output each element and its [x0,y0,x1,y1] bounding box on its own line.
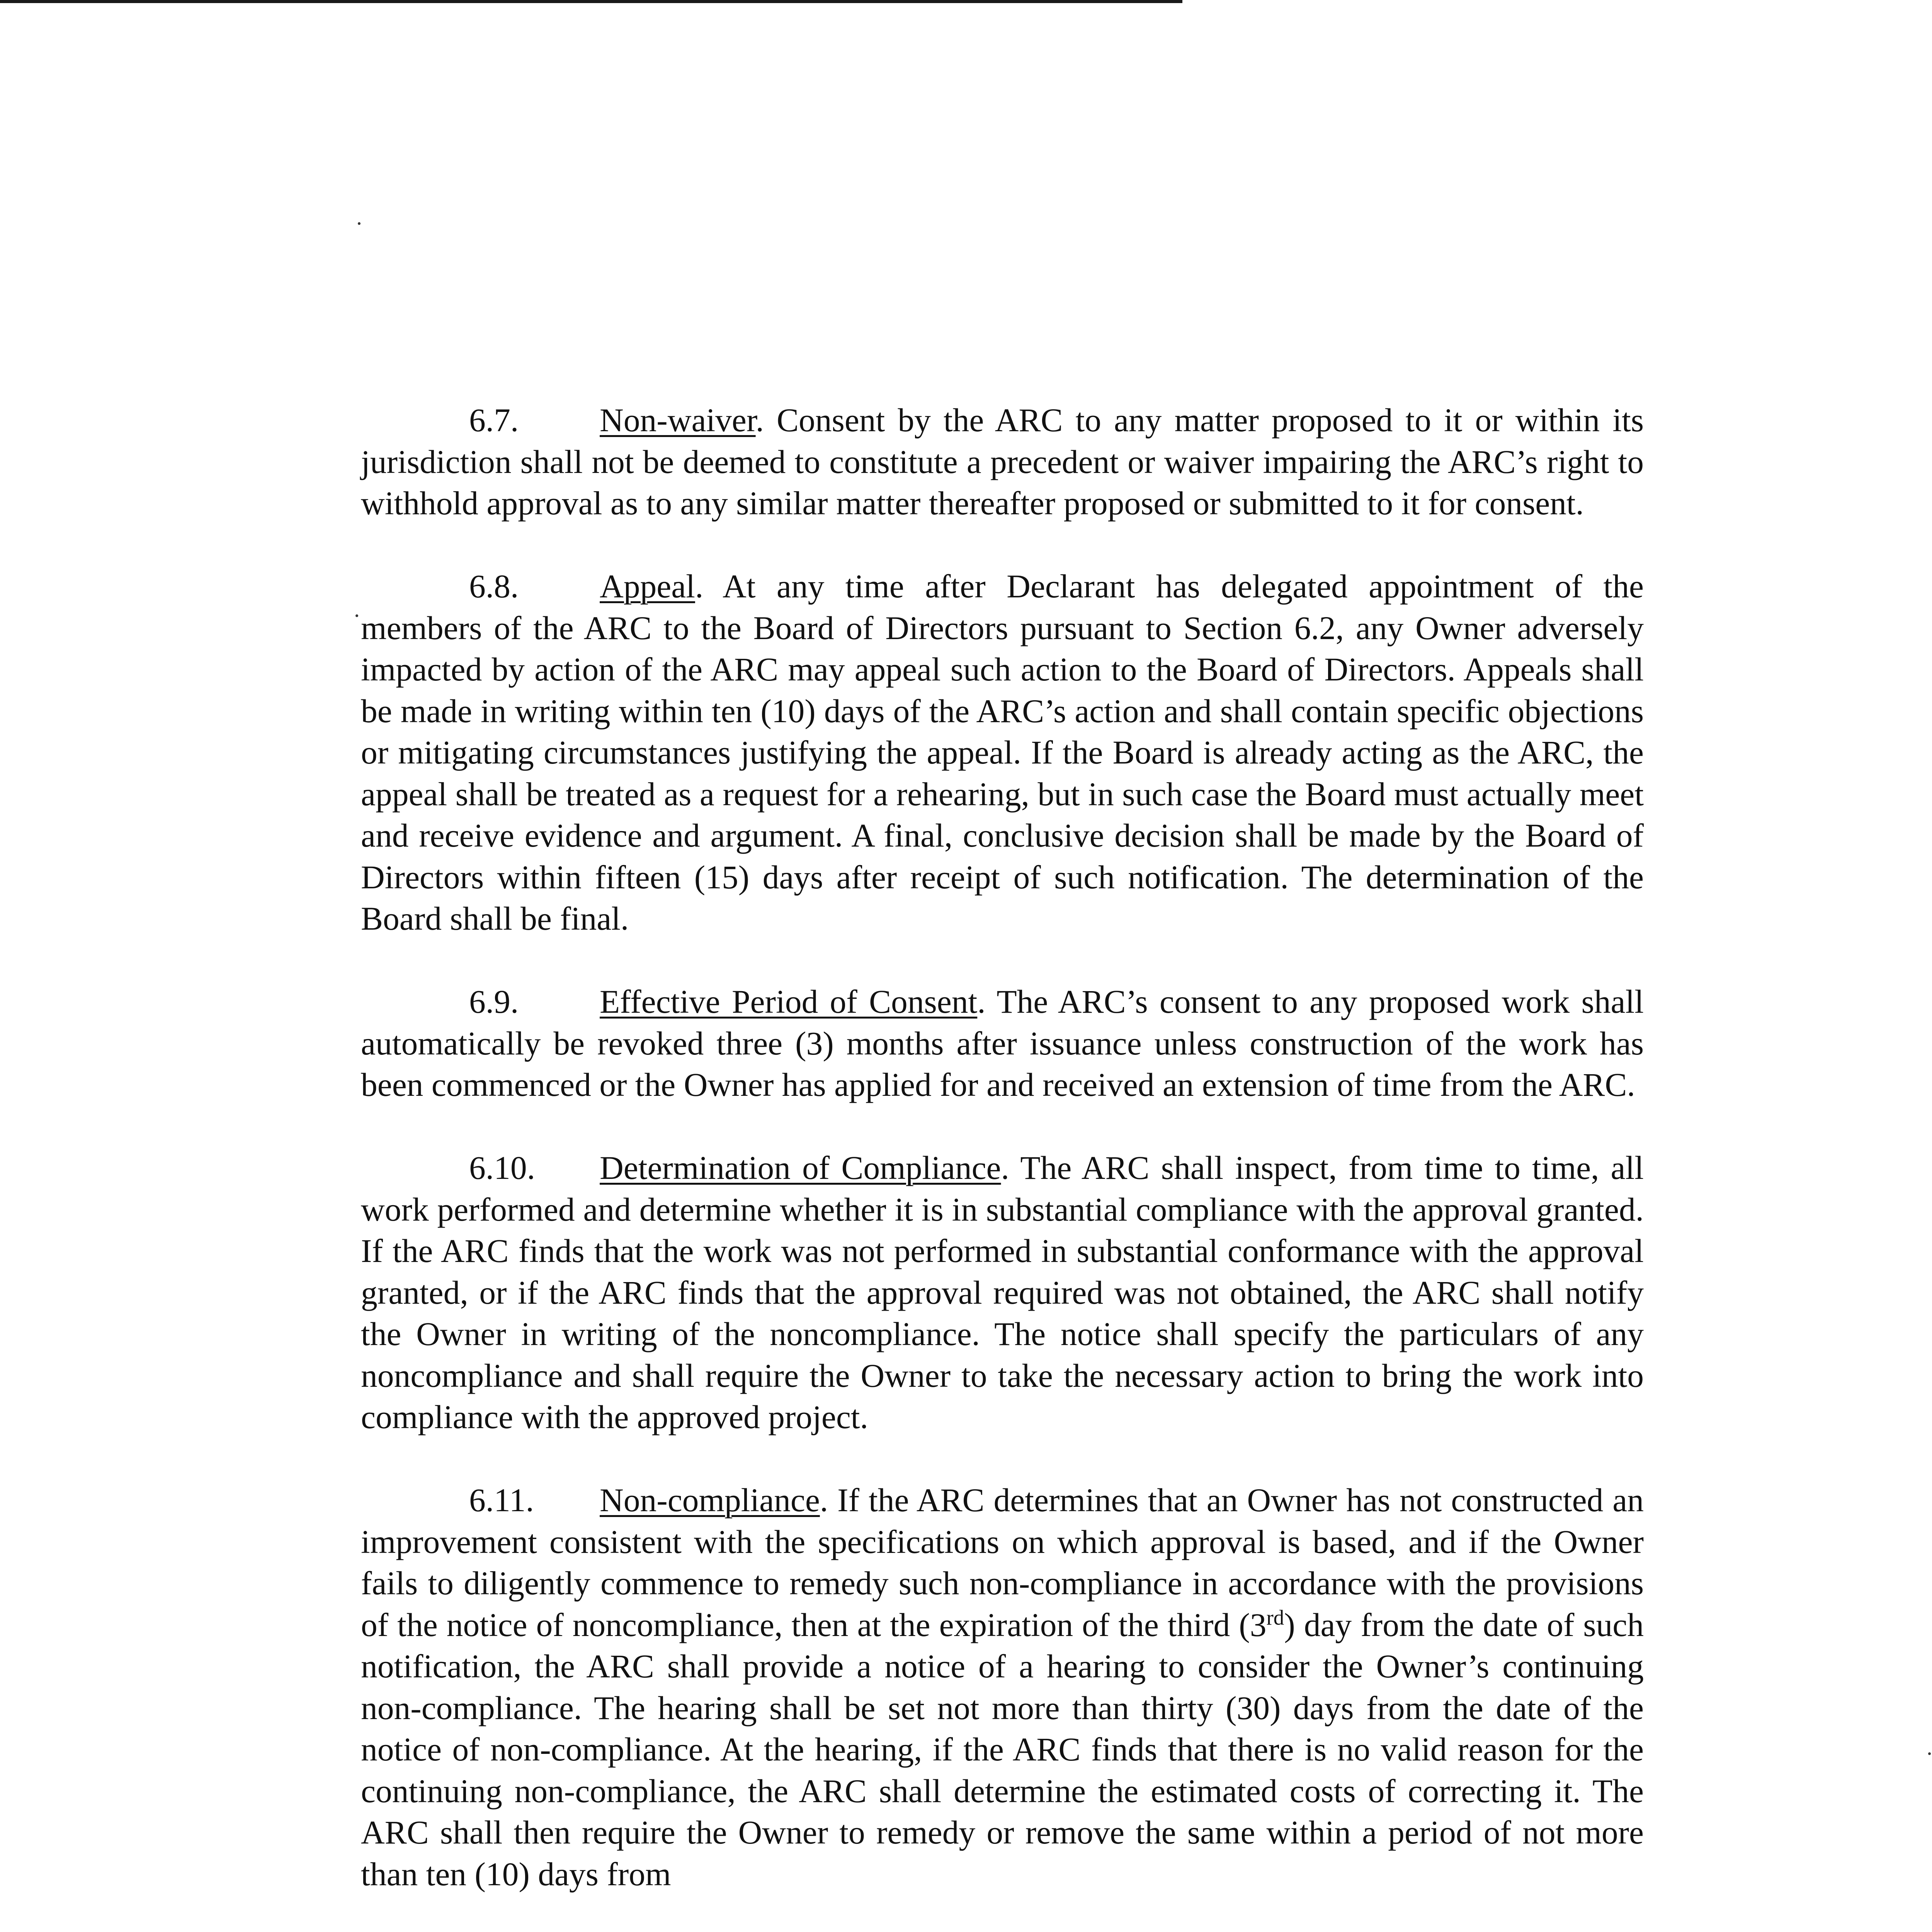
scan-top-border [0,0,1182,3]
section-text: . The ARC’s consent to any proposed work shall automatically be revoked three (3) months after issuance unless construction of the work has been commenced or the Owner has applied for and received an extension of time from the ARC. [361,984,1644,1103]
section-6-8 [361,566,1644,940]
section-heading: Non-waiver [600,402,756,439]
scan-speck [355,614,358,617]
section-heading: Non-compliance [600,1482,820,1519]
document-body [361,400,1644,1895]
ordinal-superscript: rd [1266,1605,1284,1629]
section-number: 6.8. [469,568,519,605]
section-6-10 [361,1148,1644,1439]
section-number: 6.9. [469,984,519,1020]
section-6-9 [361,981,1644,1106]
scan-speck [1928,1752,1931,1755]
section-text: . Consent by the ARC to any matter proposed to it or within its jurisdiction shall not be deemed to constitute a precedent or waiver impairing the ARC’s right to withhold approval as to any similar matter thereafter proposed or submitted to it for consent. [361,402,1644,522]
section-heading: Effective Period of Consent [600,984,978,1020]
section-6-7 [361,400,1644,525]
section-text-part1: . If the ARC determines that an Owner has not constructed an improvement consistent with the specifications on which approval is based, and if the Owner fails to diligently commence to remedy such non-compliance in accordance with the provisions of the notice of noncompliance, then at the expiration of the third (3 [361,1482,1644,1643]
section-heading: Determination of Compliance [600,1150,1001,1186]
section-number: 6.7. [469,402,519,439]
section-heading: Appeal [600,568,695,605]
section-6-11 [361,1480,1644,1895]
section-text: . The ARC shall inspect, from time to time, all work performed and determine whether it is in substantial compliance with the approval granted. If the ARC finds that the work was not performed in substantial conformance with the approval granted, or if the ARC finds that the approval required was not obtained, the ARC shall notify the Owner in writing of the noncompliance. The notice shall specify the particulars of any noncompliance and shall require the Owner to take the necessary action to bring the work into compliance with the approved project. [361,1150,1644,1435]
section-text-part2: ) day from the date of such notification, the ARC shall provide a notice of a hearing to consider the Owner’s continuing non-compliance. The hearing shall be set not more than thirty (30) days from the date of the notice of non-compliance. At the hearing, if the ARC finds that there is no valid reason for the continuing non-compliance, the ARC shall determine the estimated costs of correcting it. The ARC shall then require the Owner to remedy or remove the same within a period of not more than ten (10) days from [361,1607,1644,1893]
section-text: . At any time after Declarant has delegated appointment of the members of the ARC to the Board of Directors pursuant to Section 6.2, any Owner adversely impacted by action of the ARC may appeal such action to the Board of Directors. Appeals shall be made in writing within ten (10) days of the ARC’s action and shall contain specific objections or mitigating circumstances justifying the appeal. If the Board is already acting as the ARC, the appeal shall be treated as a request for a rehearing, but in such case the Board must actually meet and receive evidence and argument. A final, conclusive decision shall be made by the Board of Directors within fifteen (15) days after receipt of such notification. The determination of the Board shall be final. [361,568,1644,937]
scan-speck [358,222,361,225]
section-number: 6.11. [469,1482,534,1519]
section-number: 6.10. [469,1150,535,1186]
